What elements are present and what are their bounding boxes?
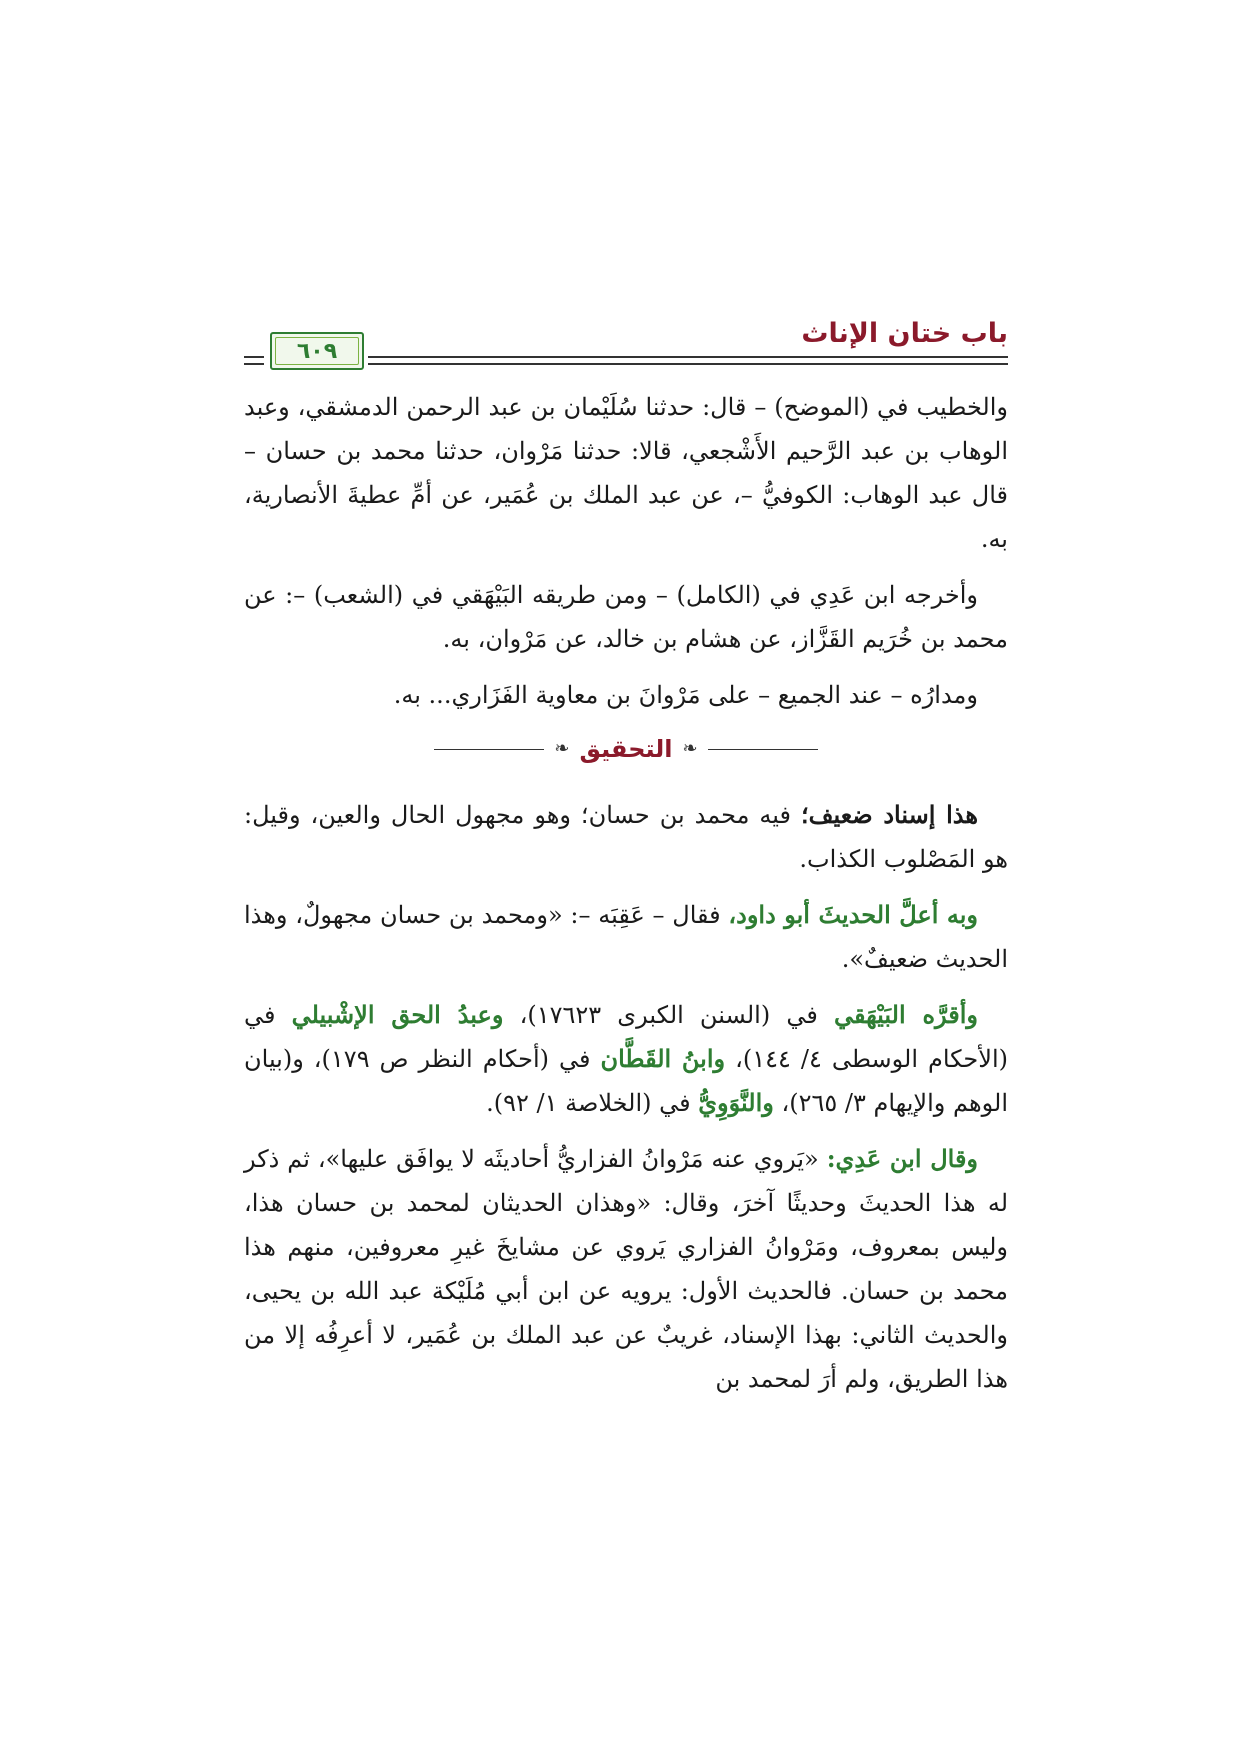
header-rule-bottom-left [244,363,264,365]
paragraph-5 [244,893,1008,981]
paragraph-6-text: في (الخلاصة ١/ ٩٢). [486,1089,699,1117]
page-header [244,312,1008,372]
page-number: ٦٠٩ [296,338,338,364]
scholar-highlight: والنَّوَوِيُّ [698,1088,774,1117]
scholar-highlight: وقال ابن عَدِي: [826,1144,979,1173]
paragraph-7 [244,1137,1008,1401]
paragraph-6 [244,993,1008,1125]
paragraph-6-text: في (السنن الكبرى ١٧٦٢٣)، [503,1001,834,1029]
page-body [244,385,1008,1413]
paragraph-7-text: «يَروي عنه مَرْوانُ الفزاريُّ أحاديثَه لا يوافَق عليها»، ثم ذكر له هذا الحديثَ وحديثًا آخرَ، وقال: «وهذان الحديثان لمحمد بن حسان هذا، وليس بمعروف، ومَرْوانُ الفزاري يَروي عن مشايخَ غيرِ معروفين، منهم هذا محمد بن حسان. فالحديث الأول: يرويه عن ابن أبي مُلَيْكة عبد الله بن يحيى، والحديث الثاني: بهذا الإسناد، غريبٌ عن عبد الملك بن عُمَير، لا أعرِفُه إلا من هذا الطريق، ولم أرَ لمحمد بن [244,1145,1009,1393]
header-rule-bottom [368,363,1008,365]
paragraph-6-text: في (الأحكام الوسطى ٤/ ١٤٤)، [244,1001,1008,1073]
header-rule-top-left [244,356,264,358]
paragraph-4-text: فيه محمد بن حسان؛ وهو مجهول الحال والعين، وقيل: هو المَصْلوب الكذاب. [244,801,1008,873]
section-divider [244,729,1008,769]
ornament-icon: ❧ [554,738,570,759]
scholar-highlight: وعبدُ الحق الإشْبيلي [291,1000,504,1029]
divider-line-left [434,749,544,750]
header-rule-top [368,356,1008,358]
paragraph-1: والخطيب في (الموضح) – قال: حدثنا سُلَيْمان بن عبد الرحمن الدمشقي، وعبد الوهاب بن عبد الرَّحيم الأَشْجعي، قالا: حدثنا مَرْوان، حدثنا محمد بن حسان – قال عبد الوهاب: الكوفيُّ –، عن عبد الملك بن عُمَير، عن أمِّ عطيةَ الأنصارية، به. [244,393,1008,553]
page-number-badge [270,332,364,370]
paragraph-6-text: في (أحكام النظر ص ١٧٩)، و(بيان الوهم والإيهام ٣/ ٢٦٥)، [244,1045,1008,1117]
scholar-highlight: وبه أعلَّ الحديثَ أبو داود، [728,900,978,929]
paragraph-5-text: فقال – عَقِبَه –: «ومحمد بن حسان مجهولٌ، وهذا الحديث ضعيفٌ». [244,901,1008,973]
paragraph-3: ومدارُه – عند الجميع – على مَرْوانَ بن معاوية الفَزَاري... به. [393,681,978,709]
paragraph-2: وأخرجه ابن عَدِي في (الكامل) – ومن طريقه البَيْهَقي في (الشعب) –: عن محمد بن خُرَيم القَزَّاز، عن هشام بن خالد، عن مَرْوان، به. [244,581,1008,653]
paragraph-4 [244,793,1008,881]
ornament-icon: ❧ [682,738,698,759]
scholar-highlight: وأقرَّه البَيْهَقي [833,1000,979,1029]
verdict-bold: هذا إسناد ضعيف؛ [800,800,978,829]
scholar-highlight: وابنُ القَطَّان [600,1044,726,1073]
divider-line-right [708,749,818,750]
section-heading: التحقيق [579,735,673,763]
chapter-title: باب ختان الإناث [801,318,1008,349]
